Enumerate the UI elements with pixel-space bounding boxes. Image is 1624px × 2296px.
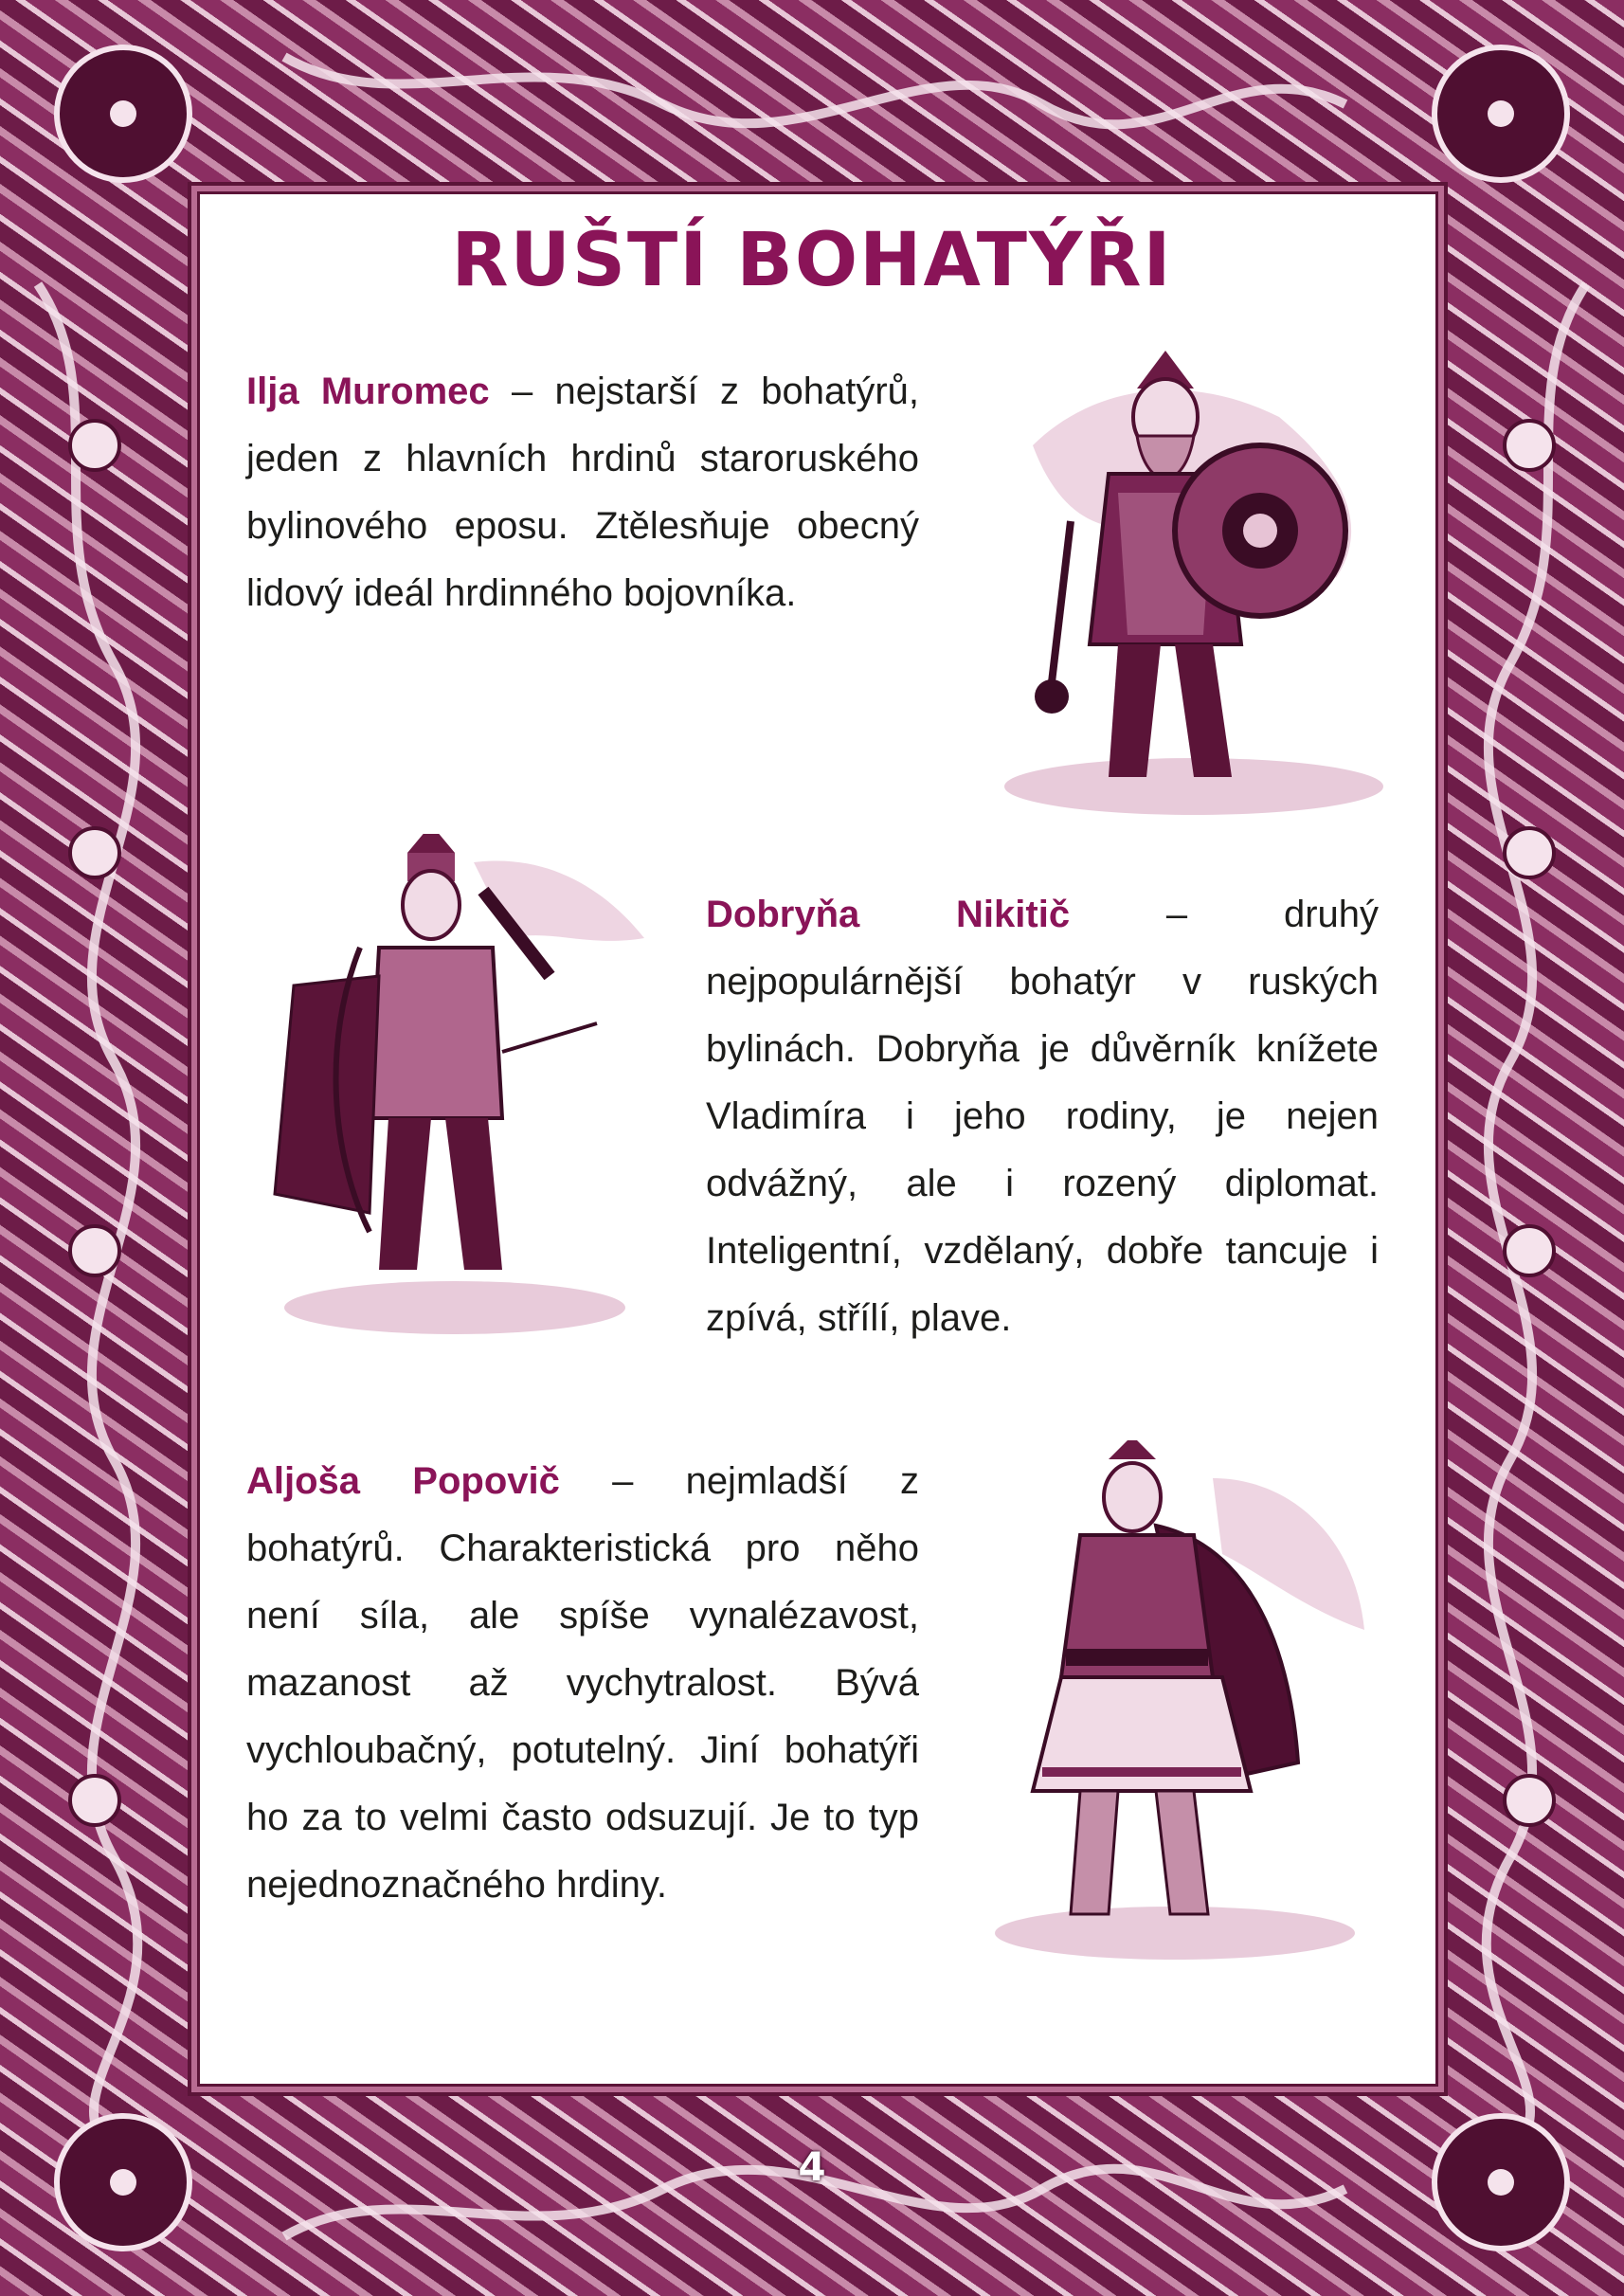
warrior-with-bow-and-quiver-illustration [265,834,663,1346]
entry-name: Ilja Muromec [246,371,490,412]
entry-ilja-muromec [246,358,919,627]
page-title: RUŠTÍ BOHATÝŘI [451,218,1173,303]
entry-aljosa-popovic [246,1448,919,1919]
entry-description: – druhý nejpopulárnější bohatýr v ruských bylinách. Dobryňa je důvěrník knížete Vladimíra i jeho rodiny, je nejen odvážný, ale i rozený diplomat. Inteligentní, vzdělaný, dobře tancuje i zpívá, střílí, plave. [706,894,1379,1339]
entry-dobryna-nikitic [706,881,1379,1352]
page-number: 4 [798,2143,826,2190]
warrior-with-cloak-illustration [976,1440,1383,1971]
entry-name: Dobryňa Nikitič [706,894,1071,935]
entry-name: Aljoša Popovič [246,1460,560,1502]
entry-description: – nejmladší z bohatýrů. Charakteristická pro něho není síla, ale spíše vynalézavost, mazanost až vychytralost. Bývá vychloubačný, potutelný. Jiní bohatýři ho za to velmi často odsuzují. Je to typ nejednoznačného hrdiny. [246,1460,919,1906]
warrior-with-round-shield-illustration [976,332,1393,834]
entry-description: – nejstarší z bohatýrů, jeden z hlavních hrdinů staroruského bylinového eposu. Ztělesňuje obecný lidový ideál hrdinného bojovníka. [246,371,919,614]
